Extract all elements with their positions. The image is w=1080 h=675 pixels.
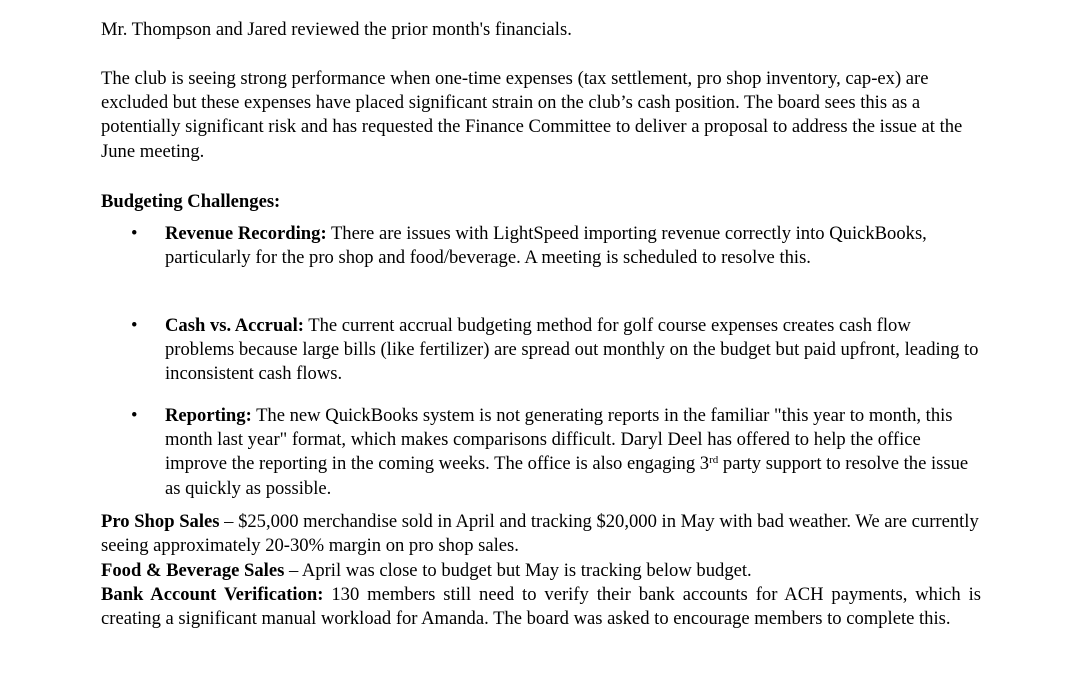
- item-label: Cash vs. Accrual:: [165, 315, 304, 336]
- item-text: The new QuickBooks system is not generating reports in the familiar "this year to month, this month last year" format, which makes comparisons difficult. Daryl Deel has offered to help the office improve the reporting in the coming weeks. The office is also engaging 3: [165, 405, 953, 475]
- bank-verification-label: Bank Account Verification:: [101, 584, 324, 605]
- food-beverage-paragraph: Food & Beverage Sales – April was close to budget but May is tracking below budget.: [101, 560, 752, 581]
- bullet-icon: •: [131, 223, 138, 244]
- item-label: Reporting:: [165, 405, 252, 426]
- bullet-icon: •: [131, 315, 138, 336]
- pro-shop-label: Pro Shop Sales: [101, 511, 220, 532]
- food-beverage-label: Food & Beverage Sales: [101, 560, 285, 581]
- bullet-icon: •: [131, 405, 138, 426]
- budgeting-heading: Budgeting Challenges:: [101, 191, 281, 212]
- item-label: Revenue Recording:: [165, 223, 327, 244]
- item-text: There are issues with LightSpeed importing revenue correctly into QuickBooks, particularly for the pro shop and food/beverage. A meeting is scheduled to resolve this.: [165, 223, 927, 269]
- pro-shop-paragraph: Pro Shop Sales – $25,000 merchandise sold in April and tracking $20,000 in May with bad weather. We are currently seeing approximately 20-30% margin on pro shop sales.: [101, 511, 979, 557]
- summary-paragraph: The club is seeing strong performance when one-time expenses (tax settlement, pro shop inventory, cap-ex) are excluded but these expenses have placed significant strain on the club’s cash position. The board sees this as a potentially significant risk and has requested the Finance Committee to deliver a proposal to address the issue at the June meeting.: [101, 68, 963, 162]
- item-text-after: party support to resolve the issue as quickly as possible.: [165, 453, 969, 499]
- item-text: The current accrual budgeting method for golf course expenses creates cash flow problems because large bills (like fertilizer) are spread out monthly on the budget but paid upfront, leading to inconsistent cash flows.: [165, 315, 979, 385]
- intro-paragraph: Mr. Thompson and Jared reviewed the prior month's financials.: [101, 19, 572, 40]
- ordinal-suffix: rd: [709, 454, 719, 467]
- bank-verification-paragraph: Bank Account Verification: 130 members still need to verify their bank accounts for ACH payments, which is creating a significant manual workload for Amanda. The board was asked to encourage members to complete this.: [101, 584, 982, 630]
